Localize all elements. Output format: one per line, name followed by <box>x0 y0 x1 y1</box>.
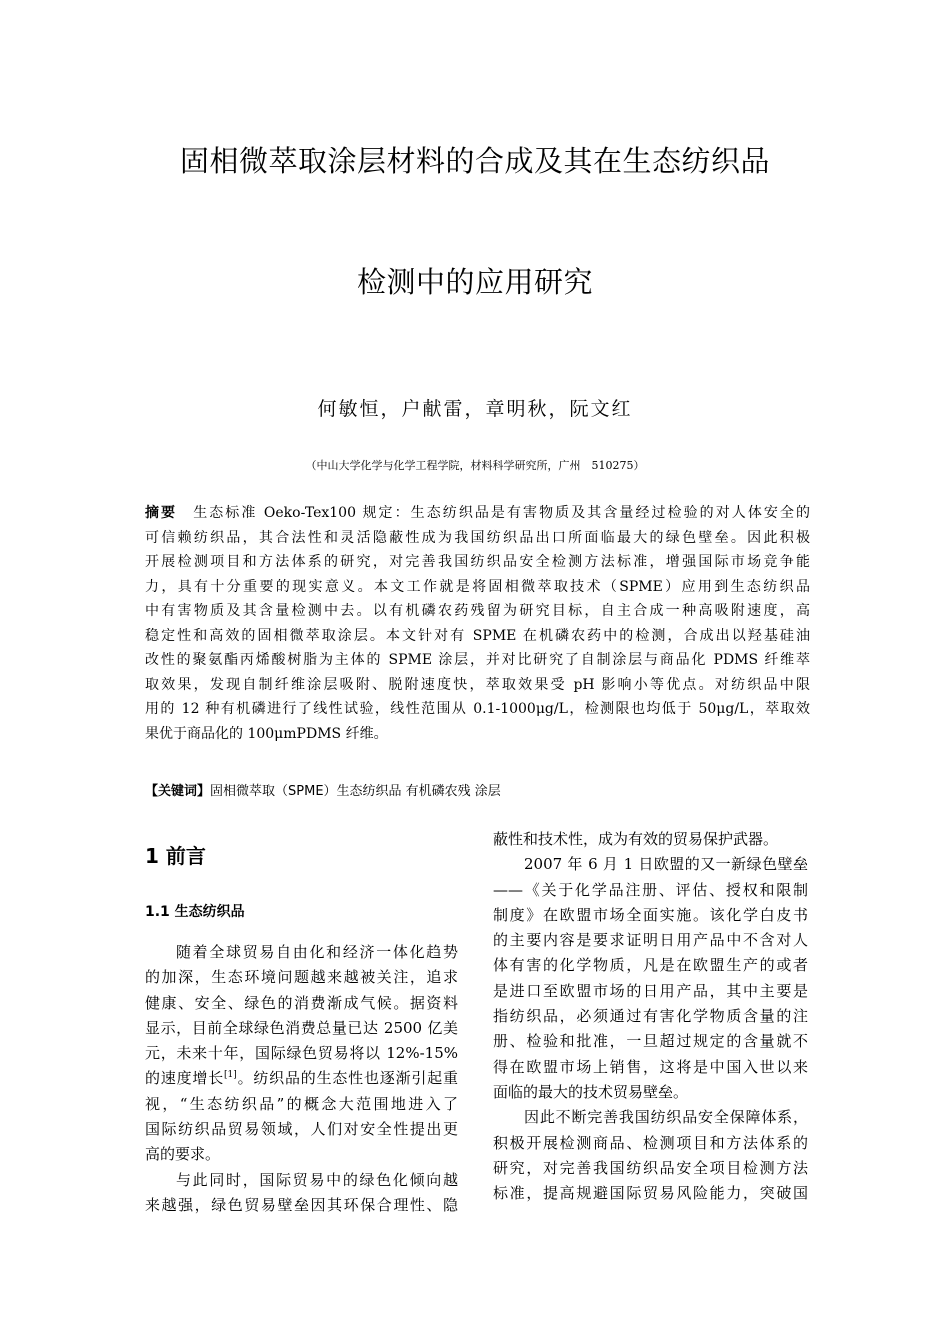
body-line: 来越强，绿色贸易壁垒因其环保合理性、隐 <box>145 1195 458 1214</box>
body-line: 的加深，生态环境问题越来越被关注，追求 <box>145 968 458 987</box>
abstract-line: 用的 12 种有机磷进行了线性试验，线性范围从 0.1-1000μg/L，检测限也均低于 50μg/L，萃取效 <box>145 701 810 717</box>
section-heading: 1 前言 <box>145 844 206 868</box>
body-line: 元，未来十年，国际绿色贸易将以 12%-15% <box>145 1044 458 1063</box>
body-line: 高的要求。 <box>145 1145 221 1164</box>
body-line: 2007 年 6 月 1 日欧盟的又一新绿色壁垒 <box>524 855 808 874</box>
abstract-label: 摘要 <box>145 505 178 521</box>
paper-title-line-2: 检测中的应用研究 <box>356 265 593 299</box>
body-line: 蔽性和技术性，成为有效的贸易保护武器。 <box>493 830 779 848</box>
keywords-text: 固相微萃取（SPME）生态纺织品 有机磷农残 涂层 <box>210 784 501 799</box>
keywords-label: 【关键词】 <box>145 784 211 799</box>
body-line: 研究，对完善我国纺织品安全项目检测方法 <box>493 1158 808 1177</box>
body-line: 视，“生态纺织品”的概念大范围地进入了 <box>145 1094 458 1113</box>
abstract-line: 中有害物质及其含量检测中去。以有机磷农药残留为研究目标，自主合成一种高吸附速度，高 <box>145 603 810 619</box>
body-line <box>145 1066 458 1091</box>
abstract-line: 稳定性和高效的固相微萃取涂层。本文针对有 SPME 在机磷农药中的检测，合成出以羟基硅油 <box>145 627 810 644</box>
body-line: 面临的最大的技术贸易壁垒。 <box>493 1082 689 1101</box>
affiliation: （中山大学化学与化学工程学院，材料科学研究所，广州 510275） <box>305 459 645 472</box>
body-line: 指纺织品，必须通过有害化学物质含量的注 <box>493 1007 808 1026</box>
abstract-text: 生态标准 Oeko-Tex100 规定：生态纺织品是有害物质及其含量经过检验的对人体安全的 <box>193 505 811 521</box>
body-line: 制度》在欧盟市场全面实施。该化学白皮书 <box>493 905 808 924</box>
body-line: 得在欧盟市场上销售，这将是中国入世以来 <box>493 1057 808 1076</box>
body-line: ——《关于化学品注册、评估、授权和限制 <box>493 880 808 899</box>
body-line: 因此不断完善我国纺织品安全保障体系， <box>524 1108 808 1127</box>
abstract-line: 改性的聚氨酯丙烯酸树脂为主体的 SPME 涂层，并对比研究了自制涂层与商品化 PDMS 纤维萃 <box>145 652 810 668</box>
body-line: 册、检验和批准，一旦超过规定的含量就不 <box>493 1032 808 1051</box>
body-column-left <box>145 940 458 1218</box>
subsection-heading: 1.1 生态纺织品 <box>145 904 245 920</box>
abstract-line: 取效果，发现自制纤维涂层吸附、脱附速度快，萃取效果受 pH 影响小等优点。对纺织品中限 <box>145 676 810 693</box>
keywords <box>145 780 501 799</box>
body-line: 随着全球贸易自由化和经济一体化趋势 <box>176 943 458 961</box>
abstract <box>145 501 810 746</box>
paper-title-line-1: 固相微萃取涂层材料的合成及其在生态纺织品 <box>179 144 770 178</box>
body-line: 显示，目前全球绿色消费总量已达 2500 亿美 <box>145 1018 458 1037</box>
abstract-line: 开展检测项目和方法体系的研究，对完善我国纺织品安全检测方法标准，增强国际市场竞争能 <box>145 554 810 570</box>
body-text: 。纺织品的生态性也逐渐引起重 <box>236 1069 458 1088</box>
abstract-line <box>145 501 810 526</box>
body-line: 国际纺织品贸易领域，人们对安全性提出更 <box>145 1120 458 1139</box>
body-line: 标准，提高规避国际贸易风险能力，突破国 <box>493 1184 808 1203</box>
citation-ref: [1] <box>224 1070 237 1081</box>
body-line: 积极开展检测商品、检测项目和方法体系的 <box>493 1133 808 1152</box>
body-text: 的速度增长 <box>145 1069 225 1088</box>
body-line: 健康、安全、绿色的消费渐成气候。据资料 <box>145 993 458 1012</box>
body-line: 与此同时，国际贸易中的绿色化倾向越 <box>176 1170 458 1189</box>
body-line: 是进口至欧盟市场的日用产品，其中主要是 <box>493 981 808 1000</box>
abstract-line: 果优于商品化的 100μmPDMS 纤维。 <box>145 725 388 742</box>
body-column-right <box>493 827 808 1206</box>
body-line: 体有害的化学物质，凡是在欧盟生产的或者 <box>493 956 808 975</box>
body-line: 的主要内容是要求证明日用产品中不含对人 <box>493 931 808 950</box>
author-list: 何敏恒，户献雷，章明秋，阮文红 <box>317 398 633 420</box>
abstract-line: 可信赖纺织品，其合法性和灵活隐蔽性成为我国纺织品出口所面临最大的绿色壁垒。因此积极 <box>145 529 810 546</box>
abstract-line: 力，具有十分重要的现实意义。本文工作就是将固相微萃取技术（SPME）应用到生态纺织品 <box>145 578 810 595</box>
